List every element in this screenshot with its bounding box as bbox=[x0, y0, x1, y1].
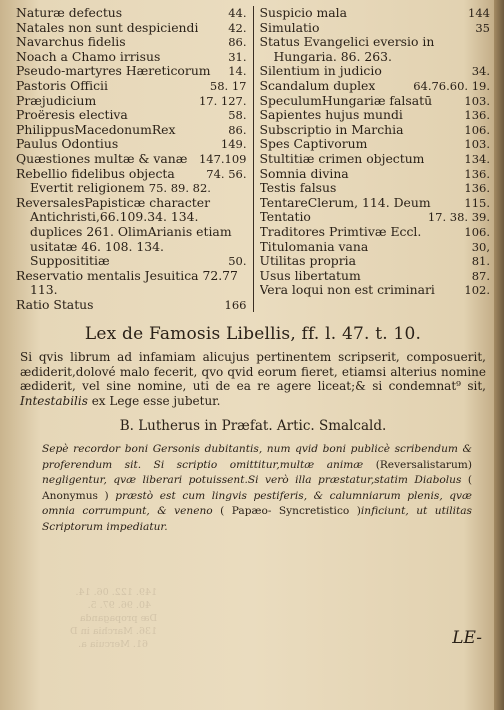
index-page-ref: 17. 127. bbox=[198, 93, 247, 108]
index-page-ref: 86. bbox=[228, 122, 247, 137]
index-term: Utilitas propria bbox=[259, 254, 356, 269]
index-entry bbox=[260, 167, 491, 182]
index-page-ref: 106. bbox=[464, 122, 490, 137]
index-term: Spes Captivorum bbox=[259, 137, 368, 152]
index-entry bbox=[260, 254, 491, 269]
index-entry bbox=[260, 210, 491, 225]
index-page-ref: 103. bbox=[464, 93, 490, 108]
index-entry bbox=[260, 225, 491, 240]
index-entry bbox=[260, 123, 491, 138]
index-entry bbox=[260, 283, 491, 298]
index-page-ref: 74. 56. bbox=[206, 166, 247, 181]
index-term: SpeculumHungariæ falsatū bbox=[259, 93, 433, 108]
index-term: Traditores Primtivæ Eccl. bbox=[259, 224, 422, 239]
index-term: ReversalesPapisticæ character Antichristi,66.109.34. 134. duplices 261. OlimArianis etiam usitatæ 46. 108. 134. Supposititiæ bbox=[16, 195, 232, 269]
index-page-ref: 136. bbox=[464, 166, 490, 181]
index-term: Pastoris Officii bbox=[16, 78, 108, 93]
index-entry bbox=[16, 21, 247, 36]
catchword: LE- bbox=[452, 628, 482, 648]
index-entry bbox=[16, 79, 247, 94]
index-page-ref: 30, bbox=[471, 239, 490, 254]
index-page-ref: 31. bbox=[228, 49, 247, 64]
index-entry bbox=[260, 35, 491, 64]
index-page-ref: 17. 38. 39. bbox=[427, 210, 490, 225]
index-page-ref: 144 bbox=[468, 6, 490, 20]
index-term: TentareClerum, 114. Deum bbox=[259, 195, 431, 210]
index-page-ref: 14. bbox=[228, 64, 247, 79]
index-term: Quæstiones multæ & vanæ bbox=[16, 151, 188, 166]
index-page-ref: 42. bbox=[228, 20, 247, 35]
index-page-ref: 134. bbox=[464, 151, 490, 166]
index-entry bbox=[16, 181, 247, 196]
index-page-ref: 75. 89. 82. bbox=[148, 181, 211, 196]
law-quote-end: ex Lege esse jubetur. bbox=[87, 393, 221, 408]
index-entry bbox=[260, 181, 491, 196]
index-page-ref: 44. bbox=[228, 6, 247, 20]
luther-quote bbox=[42, 442, 472, 536]
luther-quote-part: (Reversalistarum) bbox=[375, 458, 472, 471]
index-entry bbox=[260, 79, 491, 94]
index-term: Reservatio mentalis Jesuitica 72.77 113. bbox=[16, 268, 238, 298]
index-entry bbox=[260, 94, 491, 109]
index-term: Ratio Status bbox=[16, 297, 94, 312]
index-term: Natales non sunt despiciendi bbox=[16, 20, 199, 35]
index-term: Pseudo-martyres Hæreticorum bbox=[16, 64, 211, 79]
index-term: Simulatio bbox=[259, 20, 320, 35]
luther-quote-part: Sepè recordor boni Gersonis dubitantis, num qvid boni publicè scribendum & proferendum sit. Si scriptio omittitur,multæ animæ bbox=[42, 443, 472, 471]
index-term: Testis falsus bbox=[259, 181, 337, 196]
index-term: Silentium in judicio bbox=[259, 64, 382, 79]
index-page-ref: 34. bbox=[471, 64, 490, 79]
index-page-ref: 106. bbox=[464, 224, 490, 239]
index-page-ref: 136. bbox=[464, 108, 490, 123]
law-quote bbox=[20, 350, 486, 408]
index-term: Sapientes hujus mundi bbox=[259, 108, 403, 123]
index-page-ref: 87. bbox=[471, 268, 490, 283]
luther-quote-part: præstò est cum lingvis pestiferis, & calumniarum plenis, qvæ omnia corrumpunt, & veneno bbox=[42, 489, 473, 518]
index-entry bbox=[16, 298, 247, 313]
index-term: Tentatio bbox=[259, 210, 311, 225]
index-entry bbox=[260, 21, 491, 36]
index-page-ref: 81. bbox=[471, 254, 490, 269]
law-quote-italic: Intestabilis bbox=[20, 393, 88, 408]
show-through-text: 149. 122. 06. 14. 40. 96. 97. 5. Dæ propaganda 136. Marchia in D 61. Mercuia a. bbox=[70, 587, 158, 650]
index-term: Stultitiæ crimen objectum bbox=[259, 151, 425, 166]
index-entry bbox=[16, 196, 247, 269]
index-entry bbox=[16, 167, 247, 182]
index-term: Suspicio mala bbox=[259, 6, 348, 20]
index-entry bbox=[260, 64, 491, 79]
luther-subheading: B. Lutherus in Præfat. Artic. Smalcald. bbox=[119, 418, 387, 435]
law-heading: Lex de Famosis Libellis, ff. l. 47. t. 10. bbox=[84, 324, 422, 345]
index-entry bbox=[16, 123, 247, 138]
index-page-ref: 115. bbox=[464, 195, 490, 210]
index-entry bbox=[260, 196, 491, 211]
index-page-ref: 103. bbox=[464, 137, 490, 152]
luther-quote-part: inficiunt, ut utilitas Scriptorum impediatur. bbox=[42, 505, 472, 534]
index-column-right bbox=[254, 6, 491, 312]
index-entry bbox=[16, 35, 247, 50]
index-page-ref: 86. bbox=[228, 35, 247, 50]
index-entry bbox=[260, 269, 491, 284]
law-quote-text: Si qvis librum ad infamiam alicujus pertinentem scripserit, composuerit, ædiderit,dolové malo fecerit, qvo qvid eorum fieret, etiamsi alterius nomine ædiderit, vel sine nomine, uti de ea re agere liceat;& si condemnat⁹ sit, bbox=[20, 350, 486, 394]
index-page-ref: 147.109 bbox=[198, 151, 247, 166]
subject-index bbox=[16, 6, 490, 312]
index-term: Paulus Odontius bbox=[16, 137, 119, 152]
index-entry bbox=[260, 137, 491, 152]
index-term: Noach a Chamo irrisus bbox=[16, 49, 161, 64]
index-page-ref: 35 bbox=[475, 20, 490, 35]
index-term: Proëresis electiva bbox=[16, 108, 128, 123]
index-entry bbox=[16, 269, 247, 298]
index-entry bbox=[16, 64, 247, 79]
index-page-ref: 136. bbox=[464, 181, 490, 196]
luther-quote-part: negligentur, qvæ liberari potuissent.Si verò illa præstatur,statim Diabolus bbox=[42, 474, 468, 487]
index-entry bbox=[16, 137, 247, 152]
index-entry bbox=[260, 6, 491, 21]
index-term: Vera loqui non est criminari bbox=[259, 283, 435, 298]
luther-quote-part: ( Anonymus ) bbox=[42, 474, 472, 502]
index-term: Rebellio fidelibus objecta bbox=[16, 166, 175, 181]
index-term: Status Evangelici eversio in Hungaria. 86. 263. bbox=[259, 35, 435, 64]
index-term: Subscriptio in Marchia bbox=[259, 122, 404, 137]
index-term: PhilippusMacedonumRex bbox=[16, 122, 176, 137]
index-term: Titulomania vana bbox=[259, 239, 369, 254]
index-entry bbox=[16, 50, 247, 65]
index-entry bbox=[16, 108, 247, 123]
index-page-ref: 149. bbox=[220, 137, 247, 152]
index-term: Evertit religionem bbox=[30, 181, 145, 196]
index-entry bbox=[260, 108, 491, 123]
index-term: Præjudicium bbox=[16, 93, 97, 108]
index-entry bbox=[16, 6, 247, 21]
index-entry bbox=[260, 152, 491, 167]
book-spine bbox=[494, 0, 504, 710]
index-page-ref: 50. bbox=[228, 254, 247, 269]
index-page-ref: 64.76.60. 19. bbox=[413, 78, 490, 93]
index-entry bbox=[16, 152, 247, 167]
luther-quote-part: ( Papæo- Syncretistico ) bbox=[220, 505, 361, 518]
index-term: Scandalum duplex bbox=[259, 78, 376, 93]
index-entry bbox=[260, 240, 491, 255]
index-term: Navarchus fidelis bbox=[16, 35, 126, 50]
index-page-ref: 166 bbox=[224, 297, 247, 312]
index-column-left bbox=[16, 6, 254, 312]
index-term: Naturæ defectus bbox=[16, 6, 123, 20]
index-page-ref: 58. bbox=[228, 108, 247, 123]
index-term: Somnia divina bbox=[259, 166, 349, 181]
index-term: Usus libertatum bbox=[259, 268, 361, 283]
index-page-ref: 102. bbox=[464, 283, 490, 298]
index-page-ref: 58. 17 bbox=[209, 78, 247, 93]
index-entry bbox=[16, 94, 247, 109]
